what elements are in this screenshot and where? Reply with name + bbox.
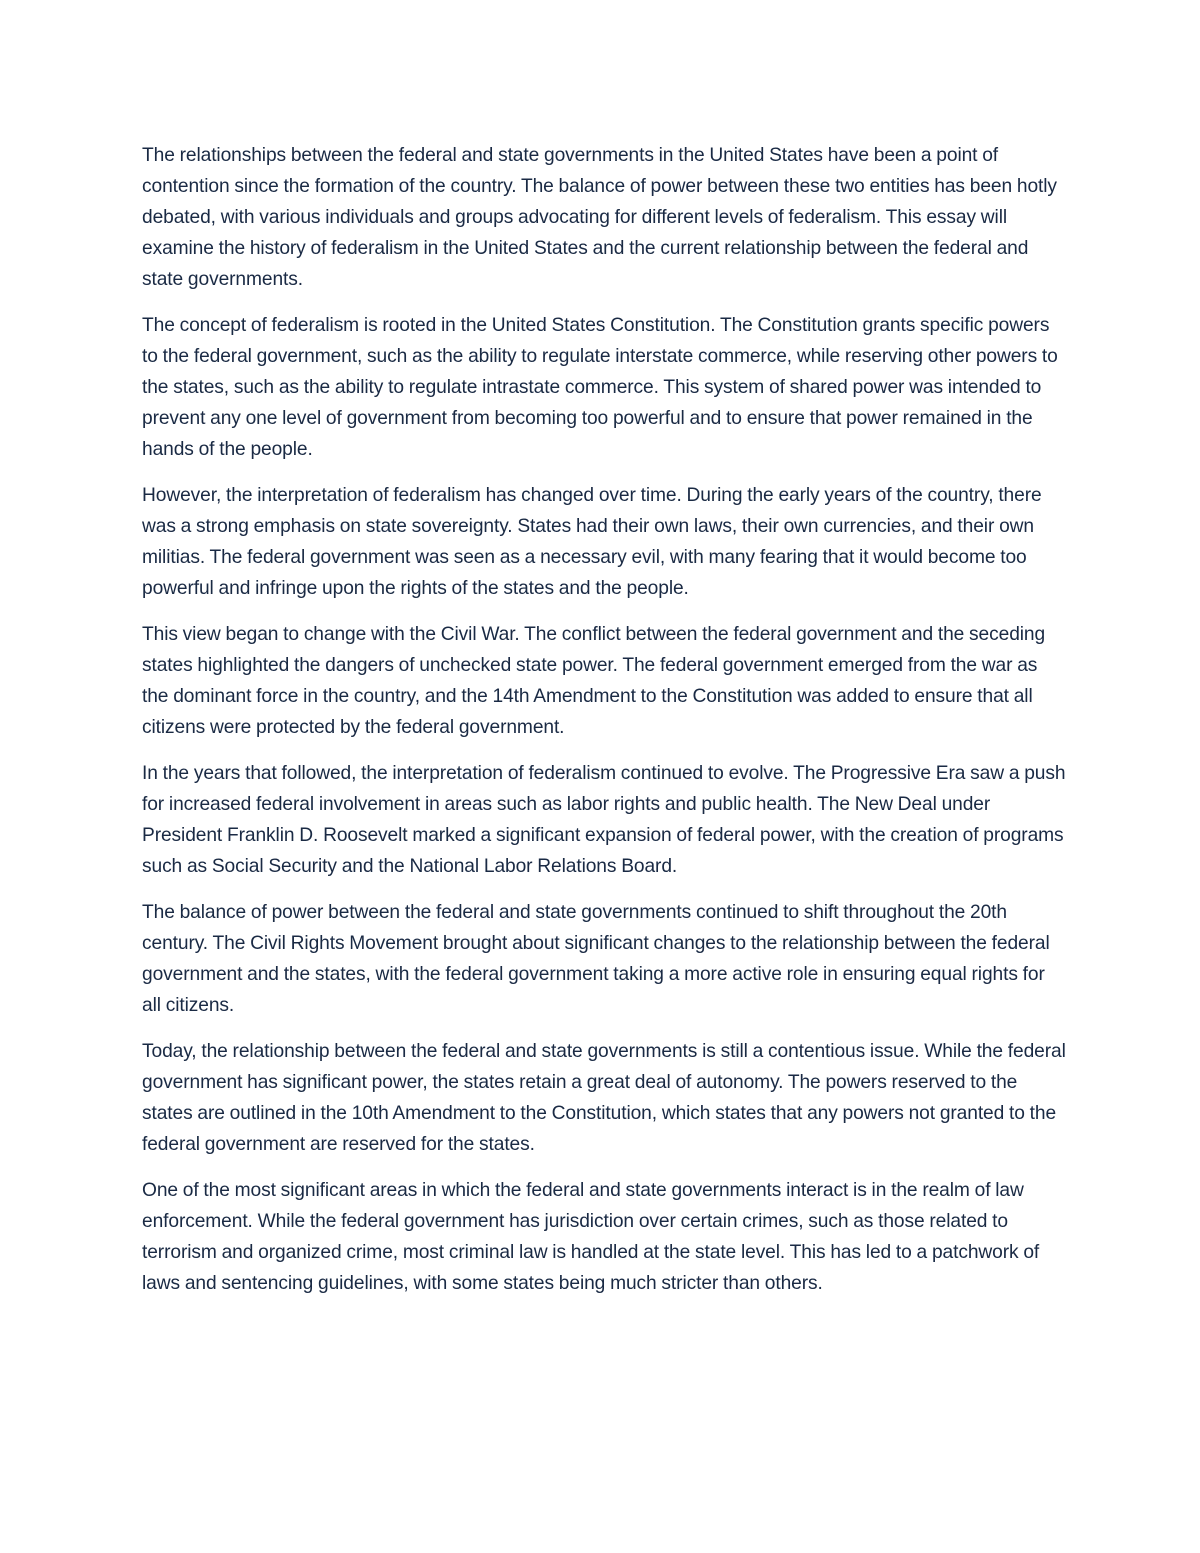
paragraph: However, the interpretation of federalism has changed over time. During the early years of the country, there was a strong emphasis on state sovereignty. States had their own laws, their own currencies, and their own militias. The federal government was seen as a necessary evil, with many fearing that it would become too powerful and infringe upon the rights of the states and the people.: [142, 485, 1042, 599]
paragraph: The concept of federalism is rooted in the United States Constitution. The Constitution grants specific powers to the federal government, such as the ability to regulate interstate commerce, while reserving other powers to the states, such as the ability to regulate intrastate commerce. This system of shared power was intended to prevent any one level of government from becoming too powerful and to ensure that power remained in the hands of the people.: [142, 315, 1058, 460]
paragraph: This view began to change with the Civil War. The conflict between the federal government and the seceding states highlighted the dangers of unchecked state power. The federal government emerged from the war as the dominant force in the country, and the 14th Amendment to the Constitution was added to ensure that all citizens were protected by the federal government.: [142, 624, 1046, 738]
paragraph: The relationships between the federal and state governments in the United States have been a point of contention since the formation of the country. The balance of power between these two entities has been hotly debated, with various individuals and groups advocating for different levels of federalism. This essay will examine the history of federalism in the United States and the current relationship between the federal and state governments.: [142, 145, 1057, 290]
paragraph: Today, the relationship between the federal and state governments is still a contentious issue. While the federal government has significant power, the states retain a great deal of autonomy. The powers reserved to the states are outlined in the 10th Amendment to the Constitution, which states that any powers not granted to the federal government are reserved for the states.: [142, 1041, 1066, 1155]
paragraph: The balance of power between the federal and state governments continued to shift throughout the 20th century. The Civil Rights Movement brought about significant changes to the relationship between the federal government and the states, with the federal government taking a more active role in ensuring equal rights for all citizens.: [142, 902, 1050, 1016]
paragraph: In the years that followed, the interpretation of federalism continued to evolve. The Progressive Era saw a push for increased federal involvement in areas such as labor rights and public health. The New Deal under President Franklin D. Roosevelt marked a significant expansion of federal power, with the creation of programs such as Social Security and the National Labor Relations Board.: [142, 763, 1066, 877]
paragraph: One of the most significant areas in which the federal and state governments interact is in the realm of law enforcement. While the federal government has jurisdiction over certain crimes, such as those related to terrorism and organized crime, most criminal law is handled at the state level. This has led to a patchwork of laws and sentencing guidelines, with some states being much stricter than others.: [142, 1180, 1040, 1294]
document-body: [142, 140, 1067, 1314]
